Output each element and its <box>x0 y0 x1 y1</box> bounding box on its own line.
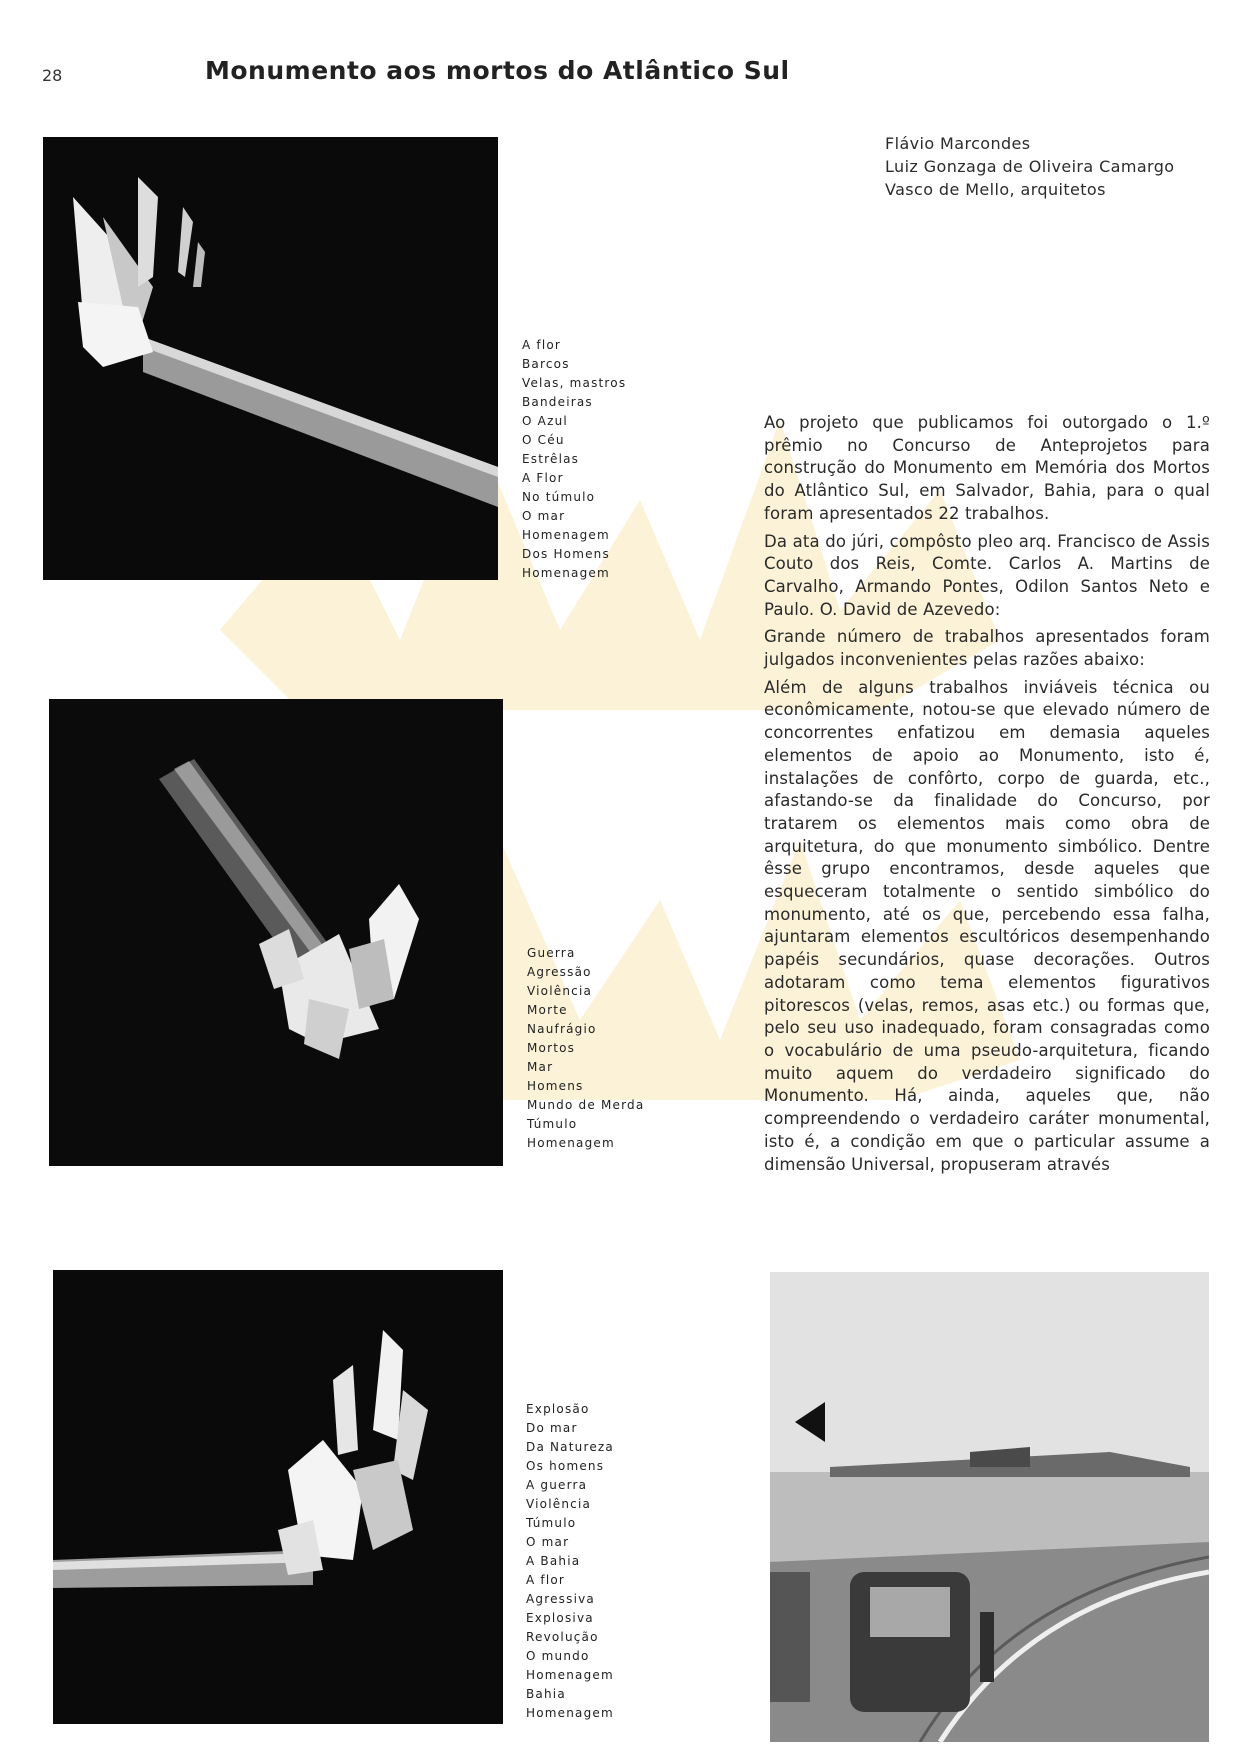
photo-2-caption <box>527 944 644 1153</box>
caption-line: Túmulo <box>527 1117 578 1131</box>
caption-line: Violência <box>527 984 593 998</box>
caption-line: A Bahia <box>526 1554 581 1568</box>
caption-line: A flor <box>522 338 562 352</box>
caption-line: Homens <box>527 1079 584 1093</box>
caption-line: O mar <box>522 509 566 523</box>
caption-line: Explosiva <box>526 1611 594 1625</box>
caption-line: Guerra <box>527 946 576 960</box>
caption-line: Morte <box>527 1003 568 1017</box>
caption-line: Mar <box>527 1060 554 1074</box>
author-name: Vasco de Mello, arquitetos <box>885 180 1106 199</box>
caption-line: Homenagem <box>527 1136 615 1150</box>
article-body <box>764 412 1210 1181</box>
caption-line: Túmulo <box>526 1516 577 1530</box>
caption-line: Violência <box>526 1497 592 1511</box>
photo-3-caption <box>526 1400 614 1723</box>
page-title: Monumento aos mortos do Atlântico Sul <box>205 56 790 85</box>
monument-model-photo-1 <box>43 137 498 580</box>
photo-1-caption <box>522 336 626 583</box>
caption-line: Do mar <box>526 1421 578 1435</box>
authors-block <box>885 132 1175 201</box>
caption-line: Estrêlas <box>522 452 580 466</box>
caption-line: Naufrágio <box>527 1022 597 1036</box>
caption-line: Da Natureza <box>526 1440 614 1454</box>
caption-line: Homenagem <box>526 1706 614 1720</box>
caption-line: Agressão <box>527 965 592 979</box>
caption-line: O Azul <box>522 414 568 428</box>
caption-line: Bahia <box>526 1687 566 1701</box>
author-name: Flávio Marcondes <box>885 134 1031 153</box>
caption-line: A flor <box>526 1573 566 1587</box>
caption-line: Explosão <box>526 1402 590 1416</box>
caption-line: Velas, mastros <box>522 376 627 390</box>
article-paragraph: Além de alguns trabalhos inviáveis técnica ou econômicamente, notou-se que elevado número de concorrentes enfatizou em demasia aqueles elementos de apoio ao Monumento, isto é, instalações de confôrto, corpo de guarda, etc., afastando-se da finalidade do Concurso, por tratarem os elementos mais como obra de arquitetura, do que monumento simbólico. Dentre êsse grupo encontramos, desde aqueles que esqueceram totalmente o sentido simbólico do monumento, até os que, percebendo essa falha, ajuntaram elementos escultóricos desempenhando papéis secundários, quase decorações. Outros adotaram como tema elementos figurativos pitorescos (velas, remos, asas etc.) ou formas que, pelo seu uso inadequado, foram consagradas como o vocabulário de uma pseudo-arquitetura, ficando muito aquem do verdadeiro significado do Monumento. Há, ainda, aqueles que, não compreendendo o verdadeiro caráter monumental, isto é, a condição em que o particular assume a dimensão Universal, propuseram através <box>764 677 1210 1174</box>
caption-line: O mundo <box>526 1649 590 1663</box>
caption-line: Homenagem <box>522 528 610 542</box>
caption-line: Mundo de Merda <box>527 1098 645 1112</box>
caption-line: Mortos <box>527 1041 576 1055</box>
site-photo-salvador <box>770 1272 1209 1742</box>
caption-line: Revolução <box>526 1630 599 1644</box>
article-paragraph: Grande número de trabalhos apresentados foram julgados inconvenientes pelas razões abaixo: <box>764 627 1210 670</box>
caption-line: O mar <box>526 1535 570 1549</box>
caption-line: Barcos <box>522 357 570 371</box>
caption-line: O Céu <box>522 433 565 447</box>
monument-model-photo-3 <box>53 1270 503 1724</box>
caption-line: Dos Homens <box>522 547 610 561</box>
caption-line: Homenagem <box>526 1668 614 1682</box>
caption-line: A Flor <box>522 471 564 485</box>
caption-line: Bandeiras <box>522 395 593 409</box>
caption-line: Agressiva <box>526 1592 595 1606</box>
author-name: Luiz Gonzaga de Oliveira Camargo <box>885 157 1175 176</box>
monument-model-photo-2 <box>49 699 503 1166</box>
page-number: 28 <box>42 66 63 85</box>
article-paragraph: Da ata do júri, compôsto pleo arq. Francisco de Assis Couto dos Reis, Comte. Carlos A. Martins de Carvalho, Armando Pontes, Odilon Santos Neto e Paulo. O. David de Azevedo: <box>764 531 1210 619</box>
caption-line: Os homens <box>526 1459 605 1473</box>
caption-line: A guerra <box>526 1478 588 1492</box>
article-paragraph: Ao projeto que publicamos foi outorgado o 1.º prêmio no Concurso de Anteprojetos para construção do Monumento em Memória dos Mortos do Atlântico Sul, em Salvador, Bahia, para o qual foram apresentados 22 trabalhos. <box>764 413 1210 523</box>
caption-line: Homenagem <box>522 566 610 580</box>
caption-line: No túmulo <box>522 490 596 504</box>
